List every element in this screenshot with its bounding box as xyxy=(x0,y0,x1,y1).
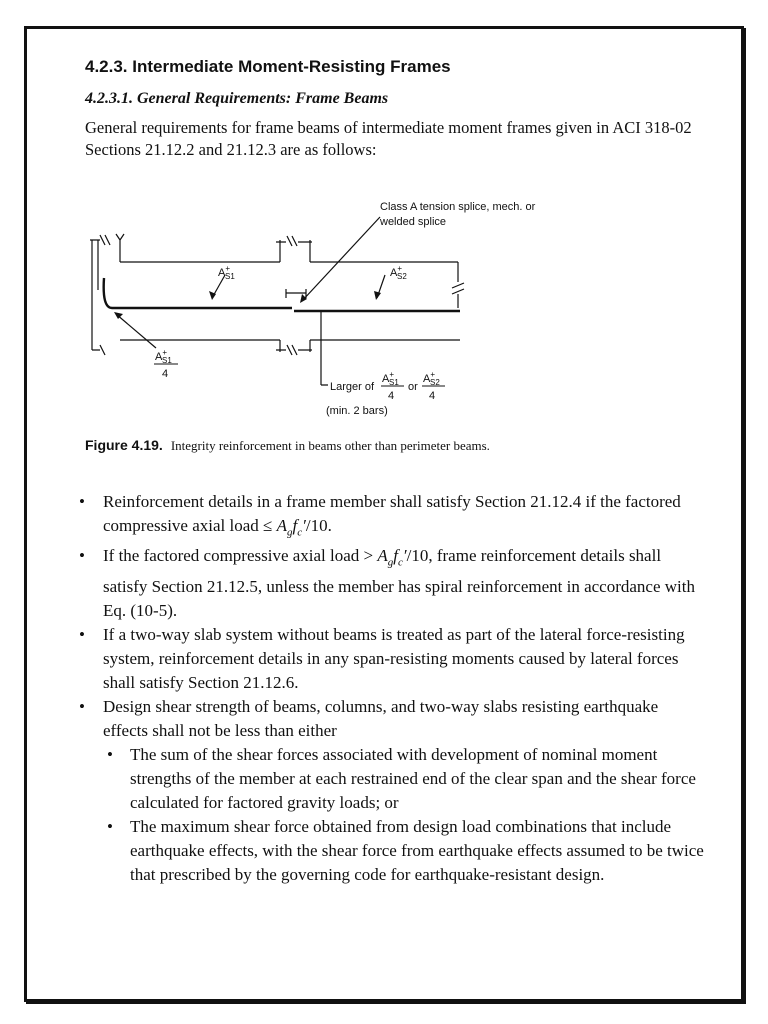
bullet-text: /10, frame reinforcement details shall satisfy Section 21.12.5, unless the member has spiral reinforcement in accordance with Eq. (10-5). xyxy=(103,546,695,620)
subsection-heading: 4.2.3.1. General Requirements: Frame Beams xyxy=(85,90,389,107)
figure-caption-text: Integrity reinforcement in beams other than perimeter beams. xyxy=(170,438,490,453)
shear-strength-sublist xyxy=(103,743,705,887)
as1-fraction-denominator: 4 xyxy=(162,368,169,380)
splice-label-line2: welded splice xyxy=(380,216,447,228)
axial-load-formula: $A_gf_c'$ xyxy=(377,546,407,569)
as1-fraction-numerator: A+ S1 xyxy=(155,348,172,365)
section-heading: 4.2.3. Intermediate Moment-Resisting Frames xyxy=(85,57,451,76)
beam-splice-diagram xyxy=(80,190,580,426)
splice-label-line1: Class A tension splice, mech. or xyxy=(380,201,536,213)
bullet-text: Design shear strength of beams, columns, and two-way slabs resisting earthquake effects shall not be less than either xyxy=(103,696,659,740)
bullet-text: If the factored compressive axial load > xyxy=(103,546,374,566)
axial-load-formula: $A_gf_c'$ xyxy=(276,516,306,539)
or-label: or xyxy=(408,381,418,393)
list-item xyxy=(75,544,705,622)
as1-label: A+ S1 xyxy=(218,264,235,281)
larger-as2-denominator: 4 xyxy=(429,390,436,402)
sub-list-item: • The maximum shear force obtained from design load combinations that include earthquake effects, with the shear force from earthquake effects assumed to be twice that prescribed by the governing code for earthquake-resistant design. xyxy=(103,815,705,887)
larger-as1-numerator: A+ S1 xyxy=(382,370,399,387)
bullet-text: Reinforcement details in a frame member shall satisfy Section 21.12.4 if the factored compressive axial load ≤ xyxy=(103,492,681,535)
list-item: • If a two-way slab system without beams is treated as part of the lateral force-resisting system, reinforcement details in any span-resisting moments caused by lateral forces shall satisfy Section 21.12.6. xyxy=(75,623,705,695)
intro-paragraph: General requirements for frame beams of intermediate moment frames given in ACI 318-02 Sections 21.12.2 and 21.12.3 are as follows: xyxy=(85,118,692,159)
list-item xyxy=(75,695,705,887)
bullet-text: /10. xyxy=(305,516,332,535)
figure-caption xyxy=(85,437,490,454)
larger-as2-numerator: A+ S2 xyxy=(423,370,440,387)
larger-as1-denominator: 4 xyxy=(388,390,395,402)
min-bars-label: (min. 2 bars) xyxy=(326,405,388,417)
as2-label: A+ S2 xyxy=(390,264,407,281)
sub-list-item: • The sum of the shear forces associated with development of nominal moment strengths of the member at each restrained end of the clear span and the shear force calculated for factored gravity loads; or xyxy=(103,743,705,815)
requirements-list xyxy=(75,490,705,887)
list-item xyxy=(75,490,705,544)
figure-label: Figure 4.19. xyxy=(85,437,163,453)
larger-of-label: Larger of xyxy=(330,381,375,393)
